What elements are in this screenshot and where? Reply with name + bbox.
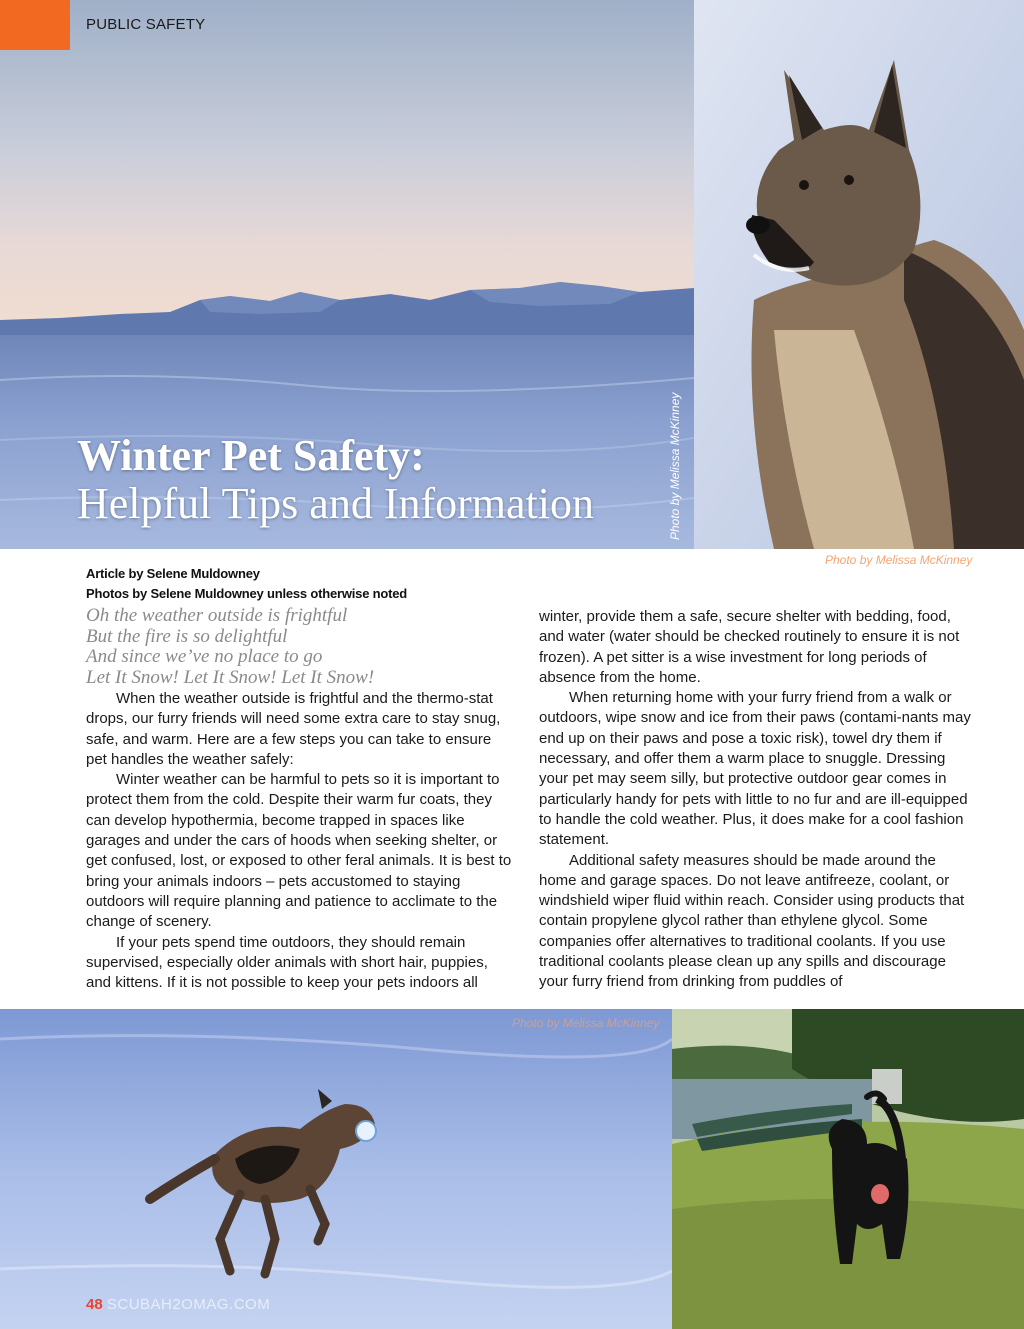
- paragraph: Winter weather can be harmful to pets so it is important to protect them from the cold. Despite their warm fur coats, they can develop hypothermia, become trapped in spaces like garages and under the cars of hoods when seeking shelter, or get confused, lost, or exposed to other feral animals. It is best to bring your animals indoors – pets accustomed to staying outdoors will require planning and patience to acclimate to the change of scenery.: [86, 771, 512, 931]
- poem-line: Oh the weather outside is frightful: [86, 605, 348, 626]
- section-label: PUBLIC SAFETY: [86, 16, 206, 33]
- photo-credit-vertical: Photo by Melissa McKinney: [668, 392, 682, 540]
- paragraph: If your pets spend time outdoors, they should remain supervised, especially older animals with short hair, puppies, and kittens. If it is not possible to keep your pets indoors all: [86, 933, 488, 992]
- paragraph: When the weather outside is frightful and the thermo-stat drops, our furry friends will need some extra care to stay snug, safe, and warm. Here are a few steps you can take to ensure pet handles the weather safely:: [86, 690, 501, 768]
- poem-line: Let It Snow! Let It Snow! Let It Snow!: [86, 666, 375, 688]
- paragraph: When returning home with your furry friend from a walk or outdoors, wipe snow and ice from their paws (contami-nants may end up on their paws and pose a toxic risk), towel dry them if necessary, and offer them a warm place to snuggle. Dressing your pet may seem silly, but protective outdoor gear comes in particularly handy for pets with little to no fur and are ill-equipped to handle the cold weather. Plus, it does make for a cool fashion statement.: [539, 689, 971, 849]
- poem-line: But the fire is so delightful: [86, 625, 288, 647]
- body-column-left: [86, 689, 514, 993]
- page-folio: [86, 1296, 270, 1313]
- paragraph: Additional safety measures should be made around the home and garage spaces. Do not leave antifreeze, coolant, or windshield wiper fluid within reach. Consider using products that contain propylene glycol rather than ethylene glycol. Some companies offer alternatives to traditional coolants. If you use traditional coolants please clean up any spills and discourage your furry friend from drinking from puddles of: [539, 851, 965, 991]
- magazine-url: SCUBAH2OMAG.COM: [106, 1296, 271, 1313]
- article-title: [77, 432, 594, 528]
- byline-photos: Photos by Selene Muldowney unless otherwise noted: [86, 586, 408, 601]
- page-number: 48: [86, 1296, 103, 1313]
- paragraph: winter, provide them a safe, secure shelter with bedding, food, and water (water should be checked routinely to ensure it is not frozen). A pet sitter is a wise investment for long periods of absence from the home.: [539, 608, 960, 686]
- photo-credit-running-dog: Photo by Melissa McKinney: [512, 1016, 660, 1030]
- german-shepherd-portrait: [694, 0, 1024, 549]
- body-column-right: [539, 607, 973, 993]
- byline-article: Article by Selene Muldowney: [86, 566, 260, 581]
- running-dog-photo: [0, 1009, 672, 1329]
- section-accent-block: [0, 0, 70, 50]
- photo-credit-dog: Photo by Melissa McKinney: [825, 553, 973, 567]
- title-line-1: Winter Pet Safety:: [77, 431, 425, 480]
- poem-line: And since we’ve no place to go: [86, 646, 323, 667]
- poem-quote: [86, 606, 374, 688]
- black-dog-lakeside-photo: [672, 1009, 1024, 1329]
- title-line-2: Helpful Tips and Information: [77, 479, 594, 528]
